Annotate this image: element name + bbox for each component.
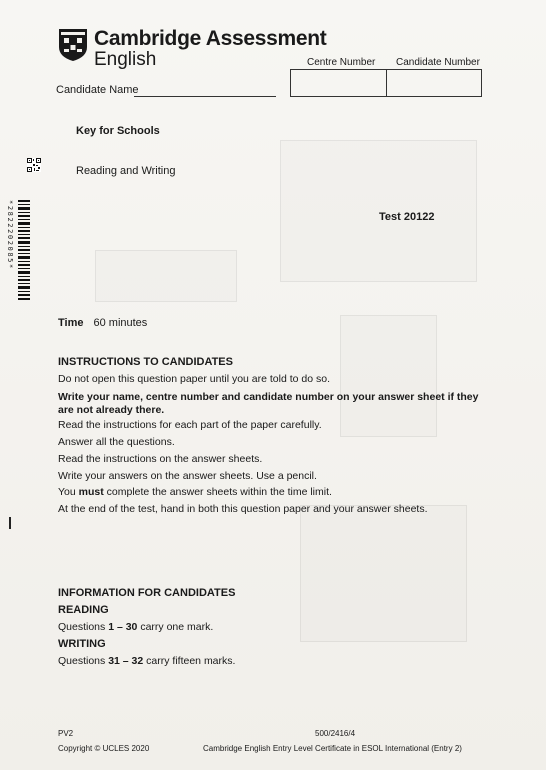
copyright: Copyright © UCLES 2020 (58, 744, 150, 753)
margin-mark (9, 517, 11, 529)
university-crest-icon (58, 28, 88, 62)
reading-range: 1 – 30 (108, 621, 138, 633)
exam-level: Key for Schools (76, 125, 160, 137)
candidate-name-field[interactable] (134, 96, 276, 97)
show-through-box (340, 315, 437, 437)
show-through-box (95, 250, 237, 302)
qualification-code: 500/2416/4 (315, 729, 356, 738)
instructions-heading: INSTRUCTIONS TO CANDIDATES (58, 356, 233, 368)
information-heading: INFORMATION FOR CANDIDATES (58, 587, 236, 599)
instruction-line: Read the instructions for each part of the paper carefully. (58, 419, 322, 431)
instruction-line: Write your answers on the answer sheets. Use a pencil. (58, 470, 317, 482)
must-prefix: You (58, 486, 79, 498)
qr-code-icon (27, 158, 41, 172)
time-label: Time (58, 317, 84, 329)
instruction-line: Do not open this question paper until you are told to do so. (58, 373, 331, 385)
writing-range: 31 – 32 (108, 655, 144, 667)
time-allowed (58, 317, 147, 329)
show-through-box (300, 505, 467, 642)
number-entry-box (290, 69, 482, 97)
logo-subtitle: English (94, 49, 157, 70)
candidate-number-field[interactable] (386, 70, 482, 96)
reading-q-suffix: carry one mark. (137, 621, 214, 633)
paper-title: Reading and Writing (76, 165, 176, 177)
instruction-line: Read the instructions on the answer sheets. (58, 453, 263, 465)
paper-version: PV2 (58, 729, 74, 738)
logo-title: Cambridge Assessment (94, 27, 327, 50)
writing-marks (58, 655, 235, 668)
test-number: Test 20122 (379, 211, 435, 223)
writing-section-title: WRITING (58, 638, 106, 650)
writing-q-prefix: Questions (58, 655, 109, 667)
reading-section-title: READING (58, 604, 109, 616)
certificate-title: Cambridge English Entry Level Certificate in ESOL International (Entry 2) (203, 744, 462, 753)
instruction-line: Answer all the questions. (58, 436, 175, 448)
candidate-name-label: Candidate Name (56, 84, 139, 96)
instruction-line: Write your name, centre number and candidate number on your answer sheet if they are not already there. (58, 391, 479, 416)
centre-number-label: Centre Number (307, 57, 376, 68)
barcode-number: *2822202085* (6, 200, 14, 270)
must-word: must (78, 486, 104, 498)
time-value: 60 minutes (93, 317, 148, 329)
reading-q-prefix: Questions (58, 621, 109, 633)
centre-number-field[interactable] (291, 70, 386, 96)
must-suffix: complete the answer sheets within the time limit. (103, 486, 332, 498)
cambridge-logo (58, 28, 326, 69)
instruction-line: At the end of the test, hand in both this question paper and your answer sheets. (58, 503, 428, 515)
candidate-number-label: Candidate Number (396, 57, 480, 68)
reading-marks (58, 621, 213, 634)
writing-q-suffix: carry fifteen marks. (143, 655, 236, 667)
instruction-line-must (58, 486, 332, 499)
